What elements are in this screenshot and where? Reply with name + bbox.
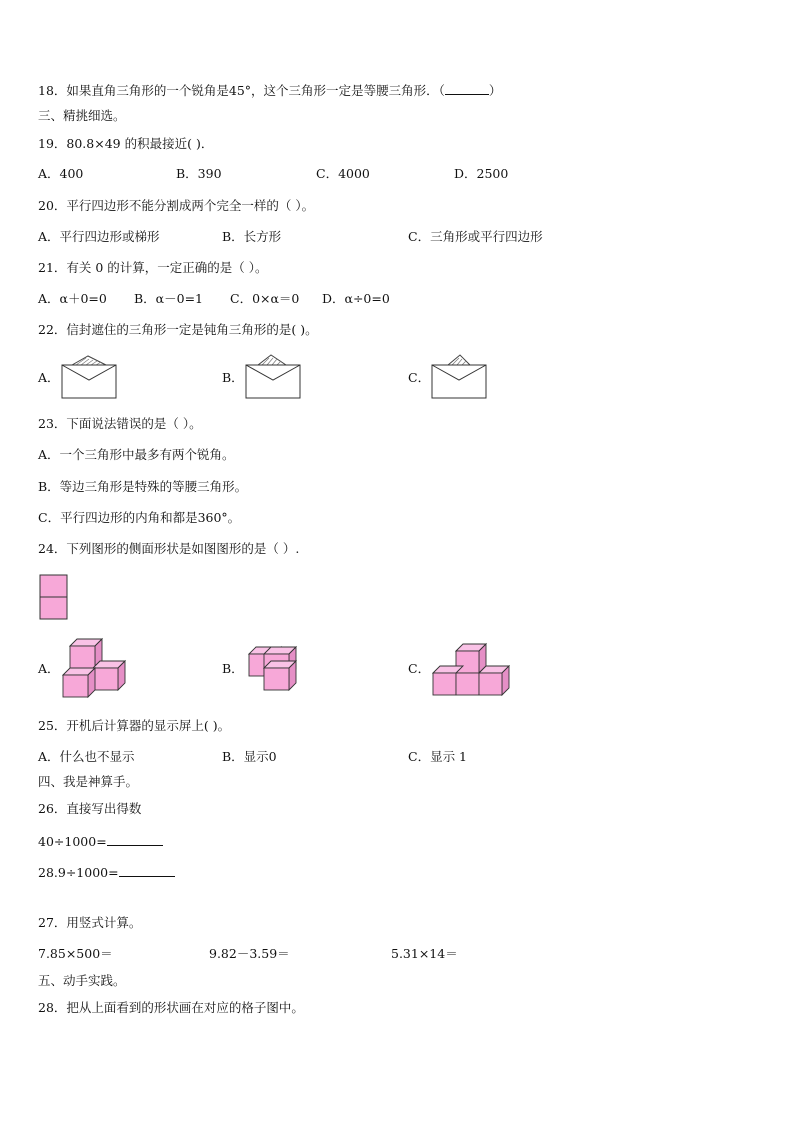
question-18-close: ）: [488, 83, 502, 98]
section-5-heading: 五、动手实践。: [38, 973, 126, 988]
q24-option-a[interactable]: A．: [38, 661, 60, 676]
question-24-stem: 24．下列图形的侧面形状是如图图形的是（ ）.: [38, 541, 300, 556]
q24-option-b[interactable]: B．: [222, 661, 244, 676]
q19-option-d[interactable]: D．2500: [454, 166, 509, 181]
q25-option-a[interactable]: A．什么也不显示: [38, 749, 135, 764]
section-4-heading: 四、我是神算手。: [38, 774, 139, 789]
envelope-figure-c: [430, 354, 488, 400]
q19-option-a[interactable]: A．400: [38, 166, 84, 181]
cube-figure-a: [60, 634, 130, 702]
envelope-figure-b: [244, 354, 302, 400]
q27-item-2: 9.82－3.59＝: [209, 946, 290, 961]
question-18: [38, 82, 501, 99]
q21-option-d[interactable]: D．α÷0=0: [322, 291, 390, 306]
question-18-text: 18．如果直角三角形的一个锐角是45°，这个三角形一定是等腰三角形．（: [38, 83, 445, 98]
q26-item-2-text: 28.9÷1000=: [38, 865, 119, 880]
q21-option-c[interactable]: C．0×α＝0: [230, 291, 300, 306]
q22-option-a[interactable]: A．: [38, 370, 60, 385]
question-25-stem: 25．开机后计算器的显示屏上( )。: [38, 718, 231, 733]
side-view-figure: [38, 573, 70, 621]
q20-option-b[interactable]: B．长方形: [222, 229, 282, 244]
answer-blank[interactable]: [119, 864, 175, 877]
question-22-stem: 22．信封遮住的三角形一定是钝角三角形的是( )。: [38, 322, 318, 337]
q27-item-1: 7.85×500＝: [38, 946, 113, 961]
q22-option-c[interactable]: C．: [408, 370, 431, 385]
q19-option-c[interactable]: C．4000: [316, 166, 370, 181]
question-28-stem: 28．把从上面看到的形状画在对应的格子图中。: [38, 1000, 304, 1015]
answer-blank[interactable]: [445, 82, 489, 95]
question-23-stem: 23．下面说法错误的是（ ）。: [38, 416, 202, 431]
q26-item-1: [38, 833, 163, 850]
question-20-stem: 20．平行四边形不能分割成两个完全一样的（ ）。: [38, 198, 315, 213]
question-19-stem: 19．80.8×49 的积最接近( )．: [38, 136, 214, 151]
q25-option-b[interactable]: B．显示0: [222, 749, 277, 764]
q19-option-b[interactable]: B．390: [176, 166, 222, 181]
q23-option-b[interactable]: B．等边三角形是特殊的等腰三角形。: [38, 479, 248, 494]
question-26-stem: 26．直接写出得数: [38, 801, 142, 816]
q25-option-c[interactable]: C．显示 1: [408, 749, 467, 764]
q20-option-c[interactable]: C．三角形或平行四边形: [408, 229, 543, 244]
q22-option-b[interactable]: B．: [222, 370, 244, 385]
answer-blank[interactable]: [107, 833, 163, 846]
cube-figure-c: [430, 640, 514, 700]
q23-option-a[interactable]: A．一个三角形中最多有两个锐角。: [38, 447, 235, 462]
q26-item-2: [38, 864, 175, 881]
q21-option-a[interactable]: A．α＋0=0: [38, 291, 107, 306]
question-21-stem: 21．有关 0 的计算，一定正确的是（ ）。: [38, 260, 268, 275]
question-27-stem: 27．用竖式计算。: [38, 915, 142, 930]
q27-item-3: 5.31×14＝: [391, 946, 458, 961]
q24-option-c[interactable]: C．: [408, 661, 431, 676]
q23-option-c[interactable]: C．平行四边形的内角和都是360°。: [38, 510, 241, 525]
q21-option-b[interactable]: B．α－0=1: [134, 291, 204, 306]
cube-figure-b: [244, 642, 308, 694]
section-3-heading: 三、精挑细选。: [38, 108, 126, 123]
q20-option-a[interactable]: A．平行四边形或梯形: [38, 229, 160, 244]
envelope-figure-a: [60, 354, 118, 400]
q26-item-1-text: 40÷1000=: [38, 834, 107, 849]
